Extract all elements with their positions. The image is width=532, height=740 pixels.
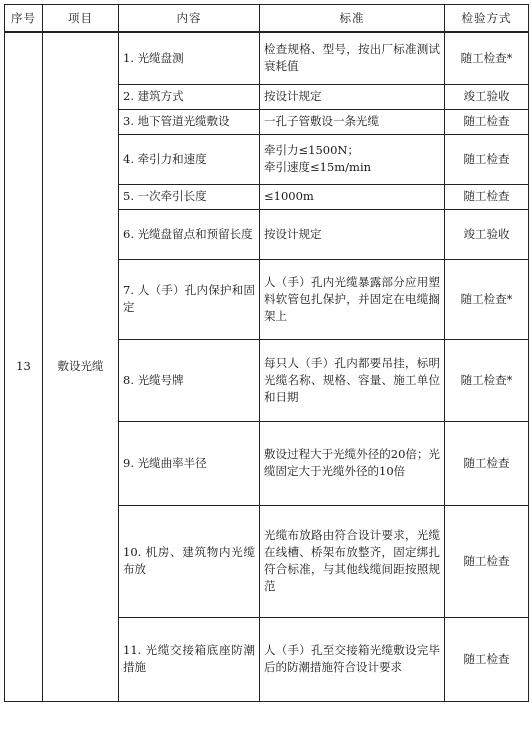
content-cell: 3. 地下管道光缆敷设 — [119, 109, 260, 134]
content-cell: 2. 建筑方式 — [119, 84, 260, 109]
content-cell: 1. 光缆盘测 — [119, 32, 260, 84]
method-cell: 随工检查* — [445, 259, 529, 339]
content-cell: 4. 牵引力和速度 — [119, 134, 260, 184]
standard-cell: 检查规格、型号，按出厂标准测试衰耗值 — [260, 32, 445, 84]
header-method: 检验方式 — [445, 5, 529, 33]
seq-cell: 13 — [5, 32, 43, 701]
header-item: 项目 — [43, 5, 119, 33]
standard-cell: 光缆布放路由符合设计要求，光缆在线槽、桥架布放整齐，固定绑扎符合标准，与其他线缆间距按照规范 — [260, 505, 445, 617]
content-cell: 9. 光缆曲率半径 — [119, 421, 260, 505]
standard-cell: ≤1000m — [260, 184, 445, 209]
header-row — [5, 5, 529, 33]
method-cell: 随工检查 — [445, 109, 529, 134]
standard-cell: 按设计规定 — [260, 84, 445, 109]
standard-cell: 牵引力≤1500N； 牵引速度≤15m/min — [260, 134, 445, 184]
header-seq: 序号 — [5, 5, 43, 33]
content-cell: 7. 人（手）孔内保护和固定 — [119, 259, 260, 339]
content-cell: 11. 光缆交接箱底座防潮措施 — [119, 617, 260, 701]
method-cell: 随工检查 — [445, 421, 529, 505]
content-cell: 10. 机房、建筑物内光缆布放 — [119, 505, 260, 617]
content-cell: 6. 光缆盘留点和预留长度 — [119, 209, 260, 259]
method-cell: 竣工验收 — [445, 209, 529, 259]
header-content: 内容 — [119, 5, 260, 33]
standard-cell: 敷设过程大于光缆外径的20倍；光缆固定大于光缆外径的10倍 — [260, 421, 445, 505]
item-cell: 敷设光缆 — [43, 32, 119, 701]
method-cell: 随工检查 — [445, 617, 529, 701]
method-cell: 随工检查 — [445, 184, 529, 209]
content-cell: 8. 光缆号牌 — [119, 339, 260, 421]
content-cell: 5. 一次牵引长度 — [119, 184, 260, 209]
method-cell: 随工检查 — [445, 134, 529, 184]
method-cell: 随工检查 — [445, 505, 529, 617]
standard-cell: 一孔子管敷设一条光缆 — [260, 109, 445, 134]
standard-cell: 按设计规定 — [260, 209, 445, 259]
method-cell: 随工检查* — [445, 32, 529, 84]
standard-cell: 人（手）孔内光缆暴露部分应用塑料软管包扎保护，并固定在电缆搁架上 — [260, 259, 445, 339]
method-cell: 随工检查* — [445, 339, 529, 421]
standard-cell: 每只人（手）孔内都要吊挂，标明光缆名称、规格、容量、施工单位和日期 — [260, 339, 445, 421]
header-standard: 标准 — [260, 5, 445, 33]
inspection-table — [4, 4, 529, 702]
standard-cell: 人（手）孔至交接箱光缆敷设完毕后的防潮措施符合设计要求 — [260, 617, 445, 701]
table-row — [5, 32, 529, 84]
method-cell: 竣工验收 — [445, 84, 529, 109]
